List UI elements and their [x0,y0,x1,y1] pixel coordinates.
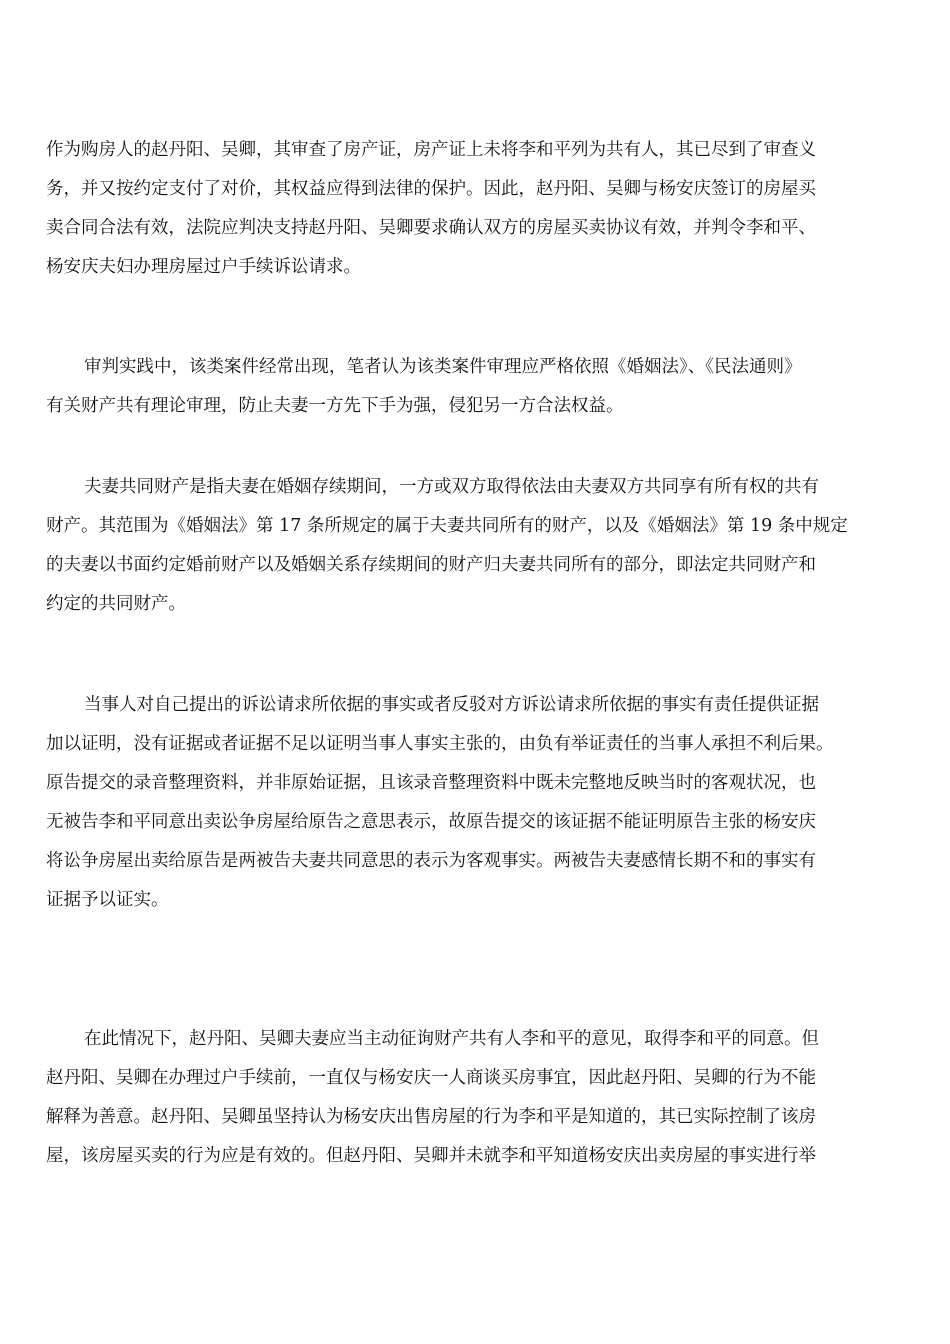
text-line: 当事人对自己提出的诉讼请求所依据的事实或者反驳对方诉讼请求所依据的事实有责任提供证据 [84,695,819,715]
text-line: 解释为善意。赵丹阳、吴卿虽坚持认为杨安庆出售房屋的行为李和平是知道的，其已实际控制了该房 [46,1107,816,1127]
paragraph-4 [46,686,908,920]
paragraph-5 [46,1020,908,1176]
paragraph-1 [46,131,908,287]
text-line: 的夫妻以书面约定婚前财产以及婚姻关系存续期间的财产归夫妻共同所有的部分，即法定共同财产和 [46,555,816,575]
text-line: 原告提交的录音整理资料，并非原始证据，且该录音整理资料中既未完整地反映当时的客观状况，也 [46,773,816,793]
text-line: 务，并又按约定支付了对价，其权益应得到法律的保护。因此，赵丹阳、吴卿与杨安庆签订的房屋买 [46,179,816,199]
text-line: 约定的共同财产。 [46,594,186,614]
text-line: 作为购房人的赵丹阳、吴卿，其审查了房产证，房产证上未将李和平列为共有人，其已尽到了审查义 [46,140,816,160]
text-line: 加以证明，没有证据或者证据不足以证明当事人事实主张的，由负有举证责任的当事人承担不利后果。 [46,734,834,754]
text-line: 审判实践中，该类案件经常出现，笔者认为该类案件审理应严格依照《婚姻法》、《民法通则》 [84,357,802,377]
text-line: 赵丹阳、吴卿在办理过户手续前，一直仅与杨安庆一人商谈买房事宜，因此赵丹阳、吴卿的行为不能 [46,1068,816,1088]
text-line: 在此情况下，赵丹阳、吴卿夫妻应当主动征询财产共有人李和平的意见，取得李和平的同意。但 [84,1029,819,1049]
text-line: 有关财产共有理论审理，防止夫妻一方先下手为强，侵犯另一方合法权益。 [46,396,624,416]
text-line: 屋，该房屋买卖的行为应是有效的。但赵丹阳、吴卿并未就李和平知道杨安庆出卖房屋的事实进行举 [46,1146,816,1166]
text-line: 夫妻共同财产是指夫妻在婚姻存续期间，一方或双方取得依法由夫妻双方共同享有所有权的共有 [84,477,819,497]
text-line: 将讼争房屋出卖给原告是两被告夫妻共同意思的表示为客观事实。两被告夫妻感情长期不和的事实有 [46,851,816,871]
paragraph-3 [46,468,908,624]
text-line: 卖合同合法有效，法院应判决支持赵丹阳、吴卿要求确认双方的房屋买卖协议有效，并判令李和平、 [46,218,816,238]
text-line: 财产。其范围为《婚姻法》第 17 条所规定的属于夫妻共同所有的财产，以及《婚姻法》第 19 条中规定 [46,516,848,536]
text-line: 证据予以证实。 [46,890,169,910]
text-line: 杨安庆夫妇办理房屋过户手续诉讼请求。 [46,257,361,277]
paragraph-2 [46,348,908,426]
text-line: 无被告李和平同意出卖讼争房屋给原告之意思表示，故原告提交的该证据不能证明原告主张的杨安庆 [46,812,816,832]
